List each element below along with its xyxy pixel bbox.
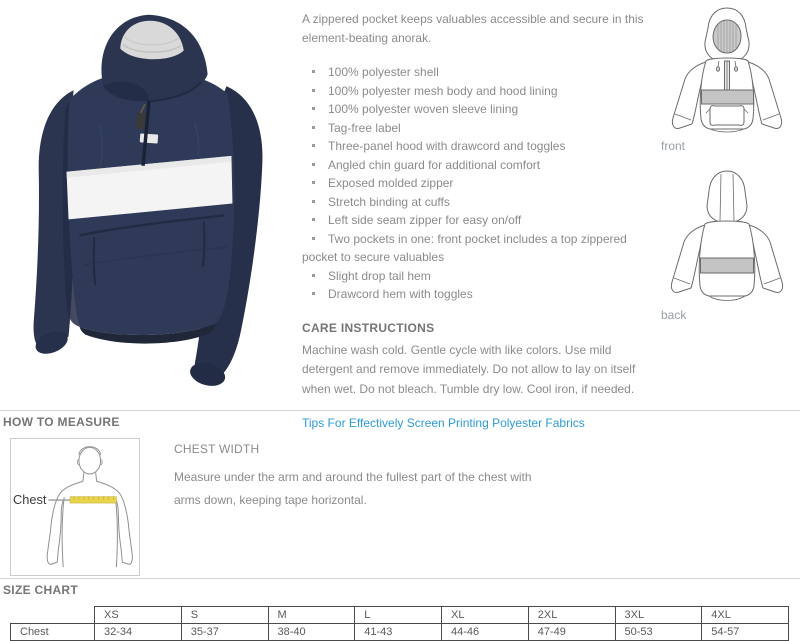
measure-figure-art — [11, 439, 139, 575]
product-description — [300, 0, 655, 430]
size-chart-header-row — [11, 607, 789, 624]
body-measurement-diagram — [10, 438, 140, 576]
feature-item: Tag-free label — [302, 119, 642, 138]
size-column-header: M — [268, 607, 355, 624]
size-value: 54-57 — [702, 624, 789, 641]
care-instructions-heading: CARE INSTRUCTIONS — [302, 320, 435, 335]
size-column-header: XS — [95, 607, 182, 624]
back-view-illustration — [660, 166, 795, 306]
front-view-illustration — [660, 4, 795, 137]
size-chart-corner-cell — [11, 607, 95, 624]
feature-item: Stretch binding at cuffs — [302, 193, 642, 212]
size-column-header: L — [355, 607, 442, 624]
size-value: 41-43 — [355, 624, 442, 641]
size-column-header: S — [181, 607, 268, 624]
feature-item: 100% polyester shell — [302, 63, 642, 82]
how-to-measure-section — [0, 411, 800, 578]
feature-item: Three-panel hood with drawcord and toggles — [302, 137, 642, 156]
size-column-header: 3XL — [615, 607, 702, 624]
table-row — [11, 624, 789, 641]
size-value: 44-46 — [442, 624, 529, 641]
product-intro: A zippered pocket keeps valuables accessible and secure in this element-beating anorak. — [302, 12, 644, 45]
product-photo — [0, 4, 298, 408]
feature-list — [302, 63, 642, 304]
size-value: 47-49 — [528, 624, 615, 641]
size-value: 35-37 — [181, 624, 268, 641]
care-instructions-text: Machine wash cold. Gentle cycle with like colors. Use mild detergent and remove immediately. Do not allow to lay on itself when wet. Do not bleach. Tumble dry low. Cool iron, if needed. — [302, 342, 636, 396]
feature-item: Left side seam zipper for easy on/off — [302, 211, 642, 230]
size-column-header: 2XL — [528, 607, 615, 624]
size-value: 32-34 — [95, 624, 182, 641]
size-value: 38-40 — [268, 624, 355, 641]
size-value: 50-53 — [615, 624, 702, 641]
feature-item: 100% polyester mesh body and hood lining — [302, 82, 642, 101]
garment-views — [655, 0, 800, 410]
row-label-chest: Chest — [11, 624, 95, 641]
feature-item: Two pockets in one: front pocket includes a top zippered pocket to secure valuables — [302, 230, 642, 267]
chest-width-description: Measure under the arm and around the fullest part of the chest with arms down, keeping tape horizontal. — [174, 470, 532, 507]
size-chart-heading: SIZE CHART — [3, 583, 78, 597]
screen-printing-tips-link[interactable]: Tips For Effectively Screen Printing Polyester Fabrics — [302, 416, 585, 430]
how-to-measure-heading: HOW TO MEASURE — [3, 415, 120, 429]
feature-item: 100% polyester woven sleeve lining — [302, 100, 642, 119]
chest-diagram-label: Chest — [12, 492, 47, 508]
front-view-label: front — [661, 139, 686, 153]
feature-item: Drawcord hem with toggles — [302, 285, 642, 304]
size-chart-table — [10, 606, 789, 641]
feature-item: Angled chin guard for additional comfort — [302, 156, 642, 175]
back-view-label: back — [661, 308, 687, 322]
size-column-header: 4XL — [702, 607, 789, 624]
product-photo-container — [0, 0, 300, 410]
size-column-header: XL — [442, 607, 529, 624]
size-chart-section — [0, 579, 800, 641]
feature-item: Slight drop tail hem — [302, 267, 642, 286]
chest-width-title: CHEST WIDTH — [174, 442, 260, 456]
feature-item: Exposed molded zipper — [302, 174, 642, 193]
chest-width-info — [174, 438, 544, 576]
